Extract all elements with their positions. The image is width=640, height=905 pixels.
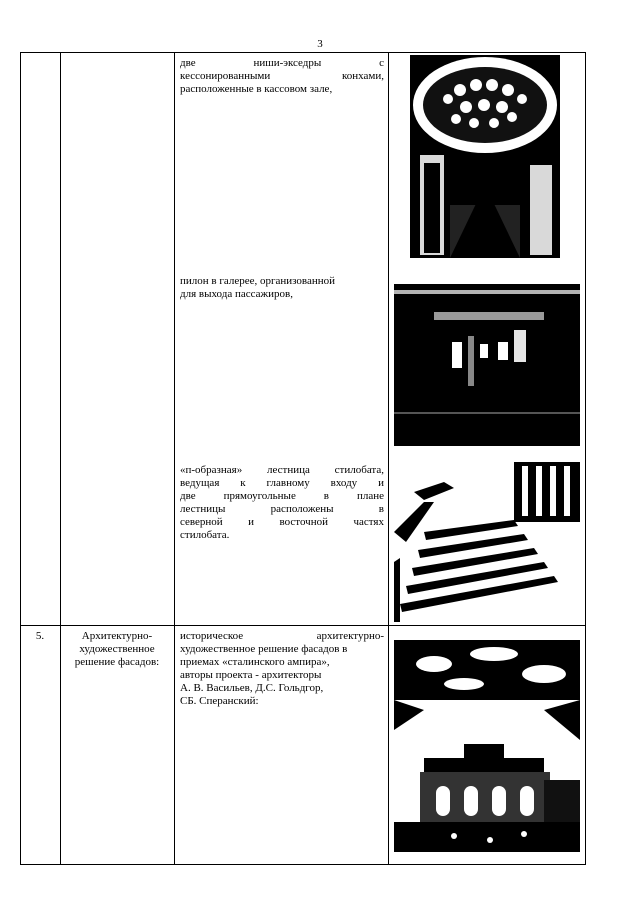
description-line: А. В. Васильев, Д.С. Гольдгор, <box>180 682 324 694</box>
description-line: стилобата. <box>180 529 230 541</box>
description-line: две прямоугольные в плане <box>180 490 384 502</box>
page-number: 3 <box>317 38 323 50</box>
station-facade-photo <box>394 640 580 852</box>
description-line: историческое архитектурно- <box>180 630 384 642</box>
description-line: авторы проекта - архитекторы <box>180 669 322 681</box>
pylon-gallery-image <box>394 272 580 446</box>
description-line: ведущая к главному входу и <box>180 477 384 489</box>
description-line: кессонированными конхами, <box>180 70 384 82</box>
description-line: СБ. Сперанский: <box>180 695 259 707</box>
table-row-description <box>180 57 384 96</box>
table-row-description <box>180 464 384 542</box>
table-row-description <box>180 275 384 301</box>
table-border-col1 <box>60 52 61 865</box>
table-border-right <box>585 52 586 865</box>
table-border-col3 <box>388 52 389 865</box>
description-line: «п-образная» лестница стилобата, <box>180 464 384 476</box>
table-border-left <box>20 52 21 865</box>
description-line: лестницы расположены в <box>180 503 384 515</box>
name-line: Архитектурно- <box>81 630 153 642</box>
pylon-gallery-photo <box>394 272 580 446</box>
row-number-text: 5. <box>35 630 45 642</box>
stylobate-stairs-image <box>394 462 580 622</box>
description-line: две ниши-экседры с <box>180 57 384 69</box>
name-line: художественное <box>79 643 155 655</box>
table-row-name <box>62 630 172 669</box>
description-line: пилон в галерее, организованной <box>180 275 336 287</box>
row-number <box>24 630 56 643</box>
station-facade-image <box>394 640 580 852</box>
name-line: решение фасадов: <box>74 656 160 668</box>
exedra-niche-photo <box>410 55 560 258</box>
table-row-divider <box>20 625 586 626</box>
stylobate-stairs-photo <box>394 462 580 622</box>
table-border-top <box>20 52 586 53</box>
table-row-description <box>180 630 384 708</box>
table-border-col2 <box>174 52 175 865</box>
description-line: расположенные в кассовом зале, <box>180 83 333 95</box>
description-line: художественное решение фасадов в <box>180 643 348 655</box>
table-border-bottom <box>20 864 586 865</box>
description-line: для выхода пассажиров, <box>180 288 293 300</box>
description-line: северной и восточной частях <box>180 516 384 528</box>
exedra-niche-image <box>410 55 560 258</box>
description-line: приемах «сталинского ампира», <box>180 656 330 668</box>
